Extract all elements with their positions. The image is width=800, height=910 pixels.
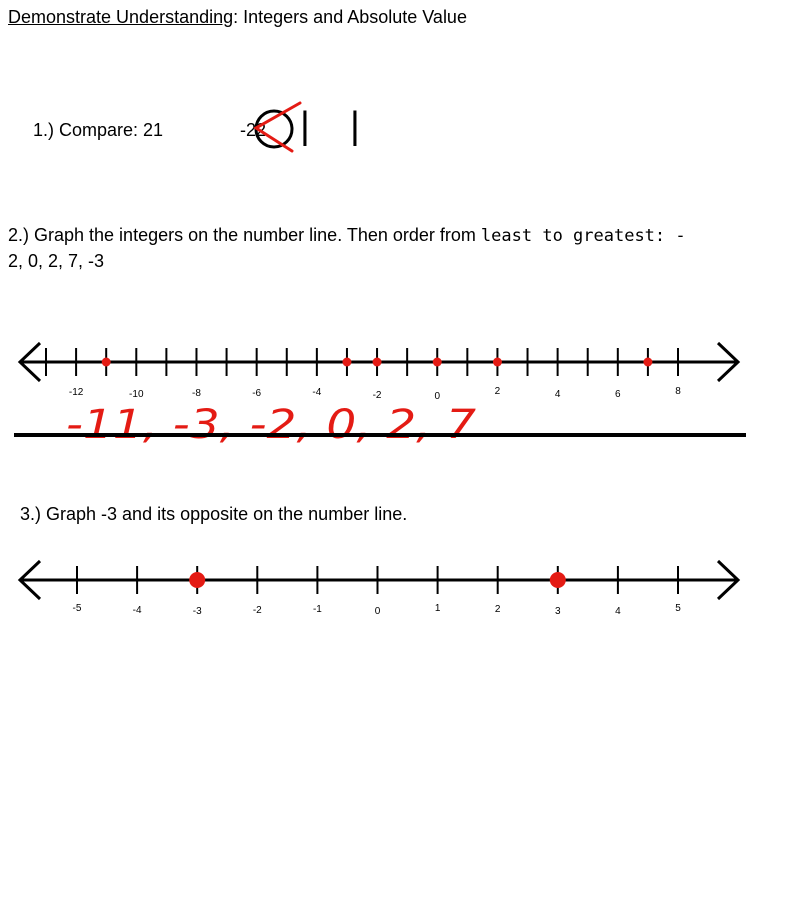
- title-rest: : Integers and Absolute Value: [233, 7, 467, 27]
- q2-tick-label: 6: [615, 389, 621, 400]
- q2-prompt-line2: 2, 0, 2, 7, -3: [8, 251, 105, 271]
- q2-tick-label: 4: [554, 389, 561, 400]
- q1-abs-bar-right: |: [350, 105, 360, 147]
- q3-tick-label: -2: [252, 605, 262, 616]
- q1-abs-bar-left: |: [300, 105, 310, 147]
- q2-tick-label: -4: [312, 387, 322, 398]
- q2-prompt-line1-a: 2.) Graph the integers on the number line. Then order from: [8, 225, 481, 245]
- q2-handwritten-answer-text: -11, -3, -2, 0, 2, 7: [66, 402, 477, 448]
- q2-tick-label: 0: [434, 391, 441, 402]
- q3-tick-label: 0: [374, 606, 381, 617]
- q2-prompt-line1-b: least to greatest: -: [480, 226, 686, 246]
- q3-tick-label: 3: [555, 606, 561, 617]
- q3-plotted-point: [189, 572, 205, 588]
- q3-tick-label: -3: [192, 606, 202, 617]
- q3-tick-label: -1: [312, 604, 322, 615]
- q2-tick-label: -10: [129, 389, 144, 400]
- q3-tick-label: 4: [615, 606, 621, 617]
- q1-prompt: 1.) Compare: 21: [33, 120, 164, 140]
- q2-tick-label: -8: [192, 388, 201, 399]
- q3-tick-label: 2: [494, 604, 501, 615]
- q2-tick-label: 2: [494, 386, 501, 397]
- q3-tick-label: -4: [132, 605, 142, 616]
- q2-tick-label: -6: [252, 388, 262, 399]
- q3-prompt: 3.) Graph -3 and its opposite on the number line.: [20, 504, 408, 524]
- q3-tick-label: -5: [72, 603, 82, 614]
- q3-tick-label: 1: [434, 603, 441, 614]
- q2-tick-label: -2: [372, 390, 382, 401]
- title-underlined: Demonstrate Understanding: [8, 7, 234, 27]
- q2-tick-label: 8: [675, 386, 681, 397]
- q3-tick-label: 5: [675, 603, 681, 614]
- q2-tick-label: -12: [68, 387, 84, 398]
- q1-value: -22: [240, 120, 267, 140]
- q3-plotted-point: [550, 572, 566, 588]
